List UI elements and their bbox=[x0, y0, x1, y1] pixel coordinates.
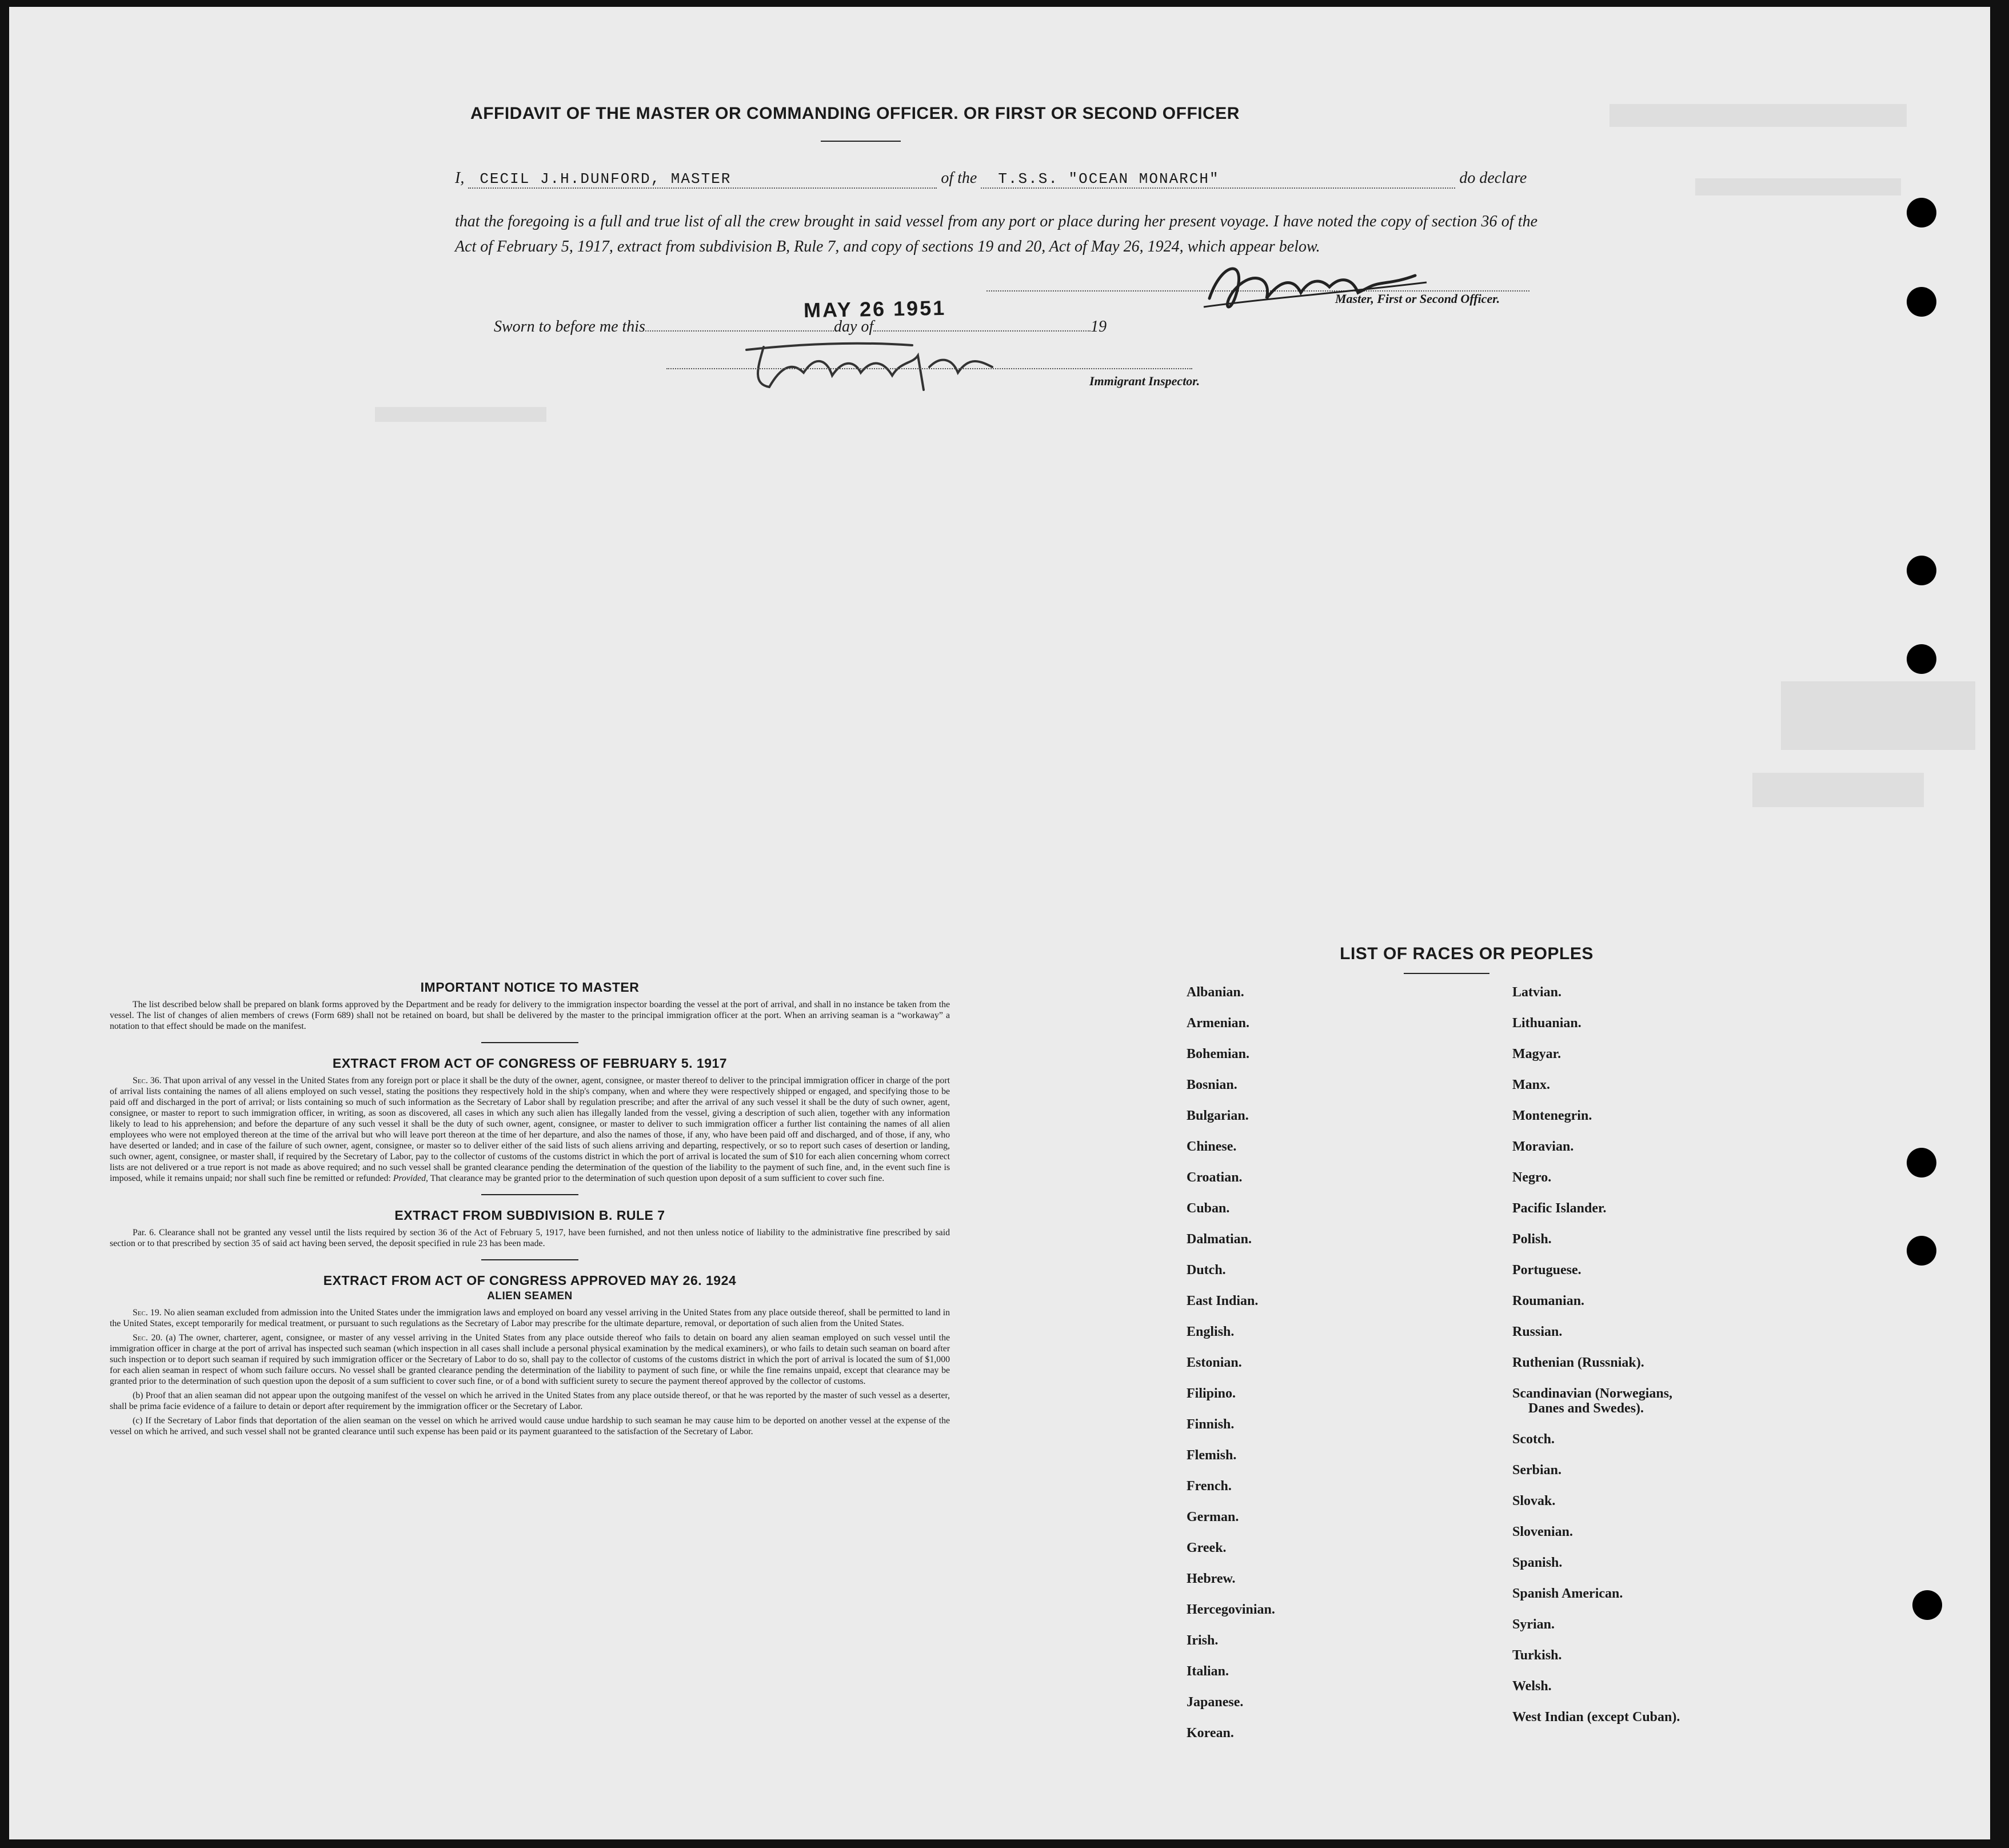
race-item: Montenegrin. bbox=[1512, 1108, 1592, 1123]
race-item: Lithuanian. bbox=[1512, 1016, 1581, 1031]
extract-1917-text: Sec. 36. That upon arrival of any vessel in the United States from any foreign port or place it shall be the duty of the owner, agent, consignee, or master thereof to deliver to the principal immigration officer in charge of the port of arrival lists containing the names of all aliens employed on such vessel, stating the positions they respectively hold in the ship's company, when and where they were respectively shipped or engaged, and specifying those to be paid off and discharged in the port of arrival; or lists containing so much of such information as the Secretary of Labor shall by regulation prescribe; and after the arrival of any such vessel it shall be the duty of such owner, agent, consignee, or master to report to such immigration officer, in writing, as soon as discovered, all cases in which any such alien has illegally landed from the vessel, giving a description of such alien, together with any information likely to lead to his apprehension; and before the departure of any such vessel it shall be the duty of such owner, agent, consignee, or master to deliver to such immigration officer a further list containing the names of all alien employees who were not employed thereon at the time of the arrival but who will leave port thereon at the time of her departure, and also the names of those, if any, who have been paid off and discharged, and of those, if any, who have deserted or landed; and in case of the failure of such owner, agent, consignee, or master so to deliver either of the said lists of such aliens arriving and departing, respectively, or so to report such cases of desertion or landing, such owner, agent, consignee, or master shall, if required by the Secretary of Labor, pay to the collector of customs of the customs district in which the port of arrival is located the sum of $10 for each alien concerning whom correct lists are not delivered or a true report is not made as above required; and no such vessel shall be granted clearance pending the determination of the question of the liability to the payment of such fine, and, in the event such fine is imposed, while it remains unpaid; nor shall such fine be remitted or refunded: Provided, That clearance may be granted prior to the determination of such question upon deposit of a sum sufficient to cover such fine. bbox=[110, 1076, 950, 1183]
race-item: Pacific Islander. bbox=[1512, 1201, 1607, 1216]
race-item: Slovenian. bbox=[1512, 1524, 1573, 1539]
race-item: Bosnian. bbox=[1187, 1077, 1237, 1092]
race-item: Portuguese. bbox=[1512, 1263, 1581, 1278]
race-item: Estonian. bbox=[1187, 1355, 1242, 1370]
document-page bbox=[9, 7, 1990, 1839]
race-item: Moravian. bbox=[1512, 1139, 1574, 1154]
notice-title: IMPORTANT NOTICE TO MASTER bbox=[420, 980, 640, 995]
races-title: LIST OF RACES OR PEOPLES bbox=[1340, 944, 1593, 963]
sworn-line: Sworn to before me this day of 19 bbox=[494, 318, 1107, 336]
extract-1924-subtitle: ALIEN SEAMEN bbox=[487, 1290, 573, 1302]
punch-hole bbox=[1907, 198, 1936, 227]
race-item: Latvian. bbox=[1512, 985, 1562, 1000]
affidavit-title: AFFIDAVIT OF THE MASTER OR COMMANDING OFFICER. OR FIRST OR SECOND OFFICER bbox=[470, 104, 1240, 123]
race-item: Dalmatian. bbox=[1187, 1232, 1252, 1247]
section-divider bbox=[481, 1194, 578, 1195]
race-item: Irish. bbox=[1187, 1633, 1219, 1648]
extract-1924-title: EXTRACT FROM ACT OF CONGRESS APPROVED MAY 26. 1924 bbox=[323, 1273, 737, 1288]
master-caption: Master, First or Second Officer. bbox=[1335, 292, 1500, 306]
extract-1917-title: EXTRACT FROM ACT OF CONGRESS OF FEBRUARY 5. 1917 bbox=[332, 1056, 728, 1071]
race-item: Bohemian. bbox=[1187, 1047, 1250, 1061]
race-item: Cuban. bbox=[1187, 1201, 1230, 1216]
race-item: West Indian (except Cuban). bbox=[1512, 1710, 1680, 1725]
race-item: Hercegovinian. bbox=[1187, 1602, 1275, 1617]
inspector-caption: Immigrant Inspector. bbox=[1089, 374, 1200, 388]
punch-hole bbox=[1907, 1148, 1936, 1178]
legal-notices bbox=[110, 979, 950, 1437]
race-item: Chinese. bbox=[1187, 1139, 1237, 1154]
race-item: Manx. bbox=[1512, 1077, 1550, 1092]
race-item: English. bbox=[1187, 1324, 1235, 1339]
punch-hole bbox=[1907, 287, 1936, 317]
inspector-signature-line bbox=[666, 368, 1192, 369]
affidavit-body: that the foregoing is a full and true list of all the crew brought in said vessel from any port or place during her present voyage. I have noted the copy of section 36 of the Act of February 5, 1917, extract from subdivision B, Rule 7, and copy of sections 19 and 20, Act of May 26, 1924, which appear below. bbox=[455, 213, 1537, 256]
race-item: Croatian. bbox=[1187, 1170, 1243, 1185]
extract-1924-sec20c: (c) If the Secretary of Labor finds that deportation of the alien seaman on the vessel on which he arrived would cause undue hardship to such seaman he may cause him to be deported on another vessel at the expense of the vessel on which he arrived, and such vessel shall not be granted clearance until such expense has been paid or its payment guaranteed to the satisfaction of the Secretary of Labor. bbox=[110, 1416, 950, 1436]
race-item: Albanian. bbox=[1187, 985, 1244, 1000]
race-item: Magyar. bbox=[1512, 1047, 1561, 1061]
race-item: Greek. bbox=[1187, 1540, 1227, 1555]
race-item: Finnish. bbox=[1187, 1417, 1235, 1432]
race-item: Turkish. bbox=[1512, 1648, 1562, 1663]
punch-hole bbox=[1907, 556, 1936, 585]
extract-1924-sec19: Sec. 19. No alien seaman excluded from admission into the United States under the immigration laws and employed on board any vessel arriving in the United States from any place outside thereof, shall be permitted to land in the United States, except temporarily for medical treatment, or pursuant to such regulations as the Secretary of Labor may prescribe for the ultimate departure, removal, or deportation of such alien from the United States. bbox=[110, 1308, 950, 1328]
race-item: Hebrew. bbox=[1187, 1571, 1236, 1586]
race-item: Flemish. bbox=[1187, 1448, 1237, 1463]
section-divider bbox=[481, 1259, 578, 1260]
race-item: Filipino. bbox=[1187, 1386, 1236, 1401]
race-item: Spanish. bbox=[1512, 1555, 1563, 1570]
date-stamp: MAY 26 1951 bbox=[803, 296, 946, 322]
punch-hole bbox=[1907, 1236, 1936, 1266]
affidavit-declaration-line: I, CECIL J.H.DUNFORD, MASTER of the T.S.S. "OCEAN MONARCH" do declare bbox=[455, 169, 1527, 187]
races-title-rule bbox=[1404, 973, 1489, 974]
race-item: French. bbox=[1187, 1479, 1232, 1494]
punch-hole bbox=[1912, 1590, 1942, 1620]
extract-1924-sec20b: (b) Proof that an alien seaman did not appear upon the outgoing manifest of the vessel on which he arrived in the United States from any place outside thereof, or that he was reported by the master of such vessel as a deserter, shall be prima facie evidence of a failure to detain or deport after requirement by the immigration officer or the Secretary of Labor. bbox=[110, 1391, 950, 1411]
race-item: Welsh. bbox=[1512, 1679, 1552, 1694]
section-divider bbox=[481, 1042, 578, 1043]
race-item: Russian. bbox=[1512, 1324, 1563, 1339]
race-item: Bulgarian. bbox=[1187, 1108, 1249, 1123]
race-item: Danes and Swedes). bbox=[1528, 1401, 1644, 1416]
race-item: Korean. bbox=[1187, 1726, 1234, 1741]
race-item: Serbian. bbox=[1512, 1463, 1562, 1478]
race-item: East Indian. bbox=[1187, 1294, 1259, 1308]
race-item: Roumanian. bbox=[1512, 1294, 1585, 1308]
race-item: German. bbox=[1187, 1510, 1239, 1524]
race-item: Dutch. bbox=[1187, 1263, 1226, 1278]
race-item: Japanese. bbox=[1187, 1695, 1244, 1710]
race-item: Syrian. bbox=[1512, 1617, 1555, 1632]
notice-text: The list described below shall be prepared on blank forms approved by the Department and be ready for delivery to the immigration inspector boarding the vessel at the port of arrival, and shall in no instance be taken from the vessel. The list of changes of alien members of crews (Form 689) shall not be retained on board, but shall be delivered by the master to the principal immigration officer at the port. When an arriving seaman is a “workaway” a notation to that effect should be made on the manifest. bbox=[110, 1000, 950, 1031]
race-item: Negro. bbox=[1512, 1170, 1552, 1185]
title-rule bbox=[821, 141, 901, 142]
master-name-field: CECIL J.H.DUNFORD, MASTER bbox=[480, 170, 732, 187]
extract-1924-sec20a: Sec. 20. (a) The owner, charterer, agent, consignee, or master of any vessel arriving in the United States from any place outside thereof who fails to detain on board any alien seaman employed on such vessel until the immigration officer in charge at the port of arrival has inspected such seaman (which inspection in all cases shall include a personal physical examination by the medical examiners), or who fails to detain such seaman on board after such inspection or to deport such seaman if required by such immigration officer or the Secretary of Labor to do so, shall pay to the collector of customs of the customs district in which the port of arrival is located the sum of $1,000 for each alien seaman in respect of whom such failure occurs. No vessel shall be granted clearance pending the determination of the liability to payment of such fine, or while the fine remains unpaid, except that clearance may be granted prior to the determination of such question upon the deposit of a sum sufficient to cover such fine, or of a bond with sufficient surety to secure the payment thereof approved by the collector of customs. bbox=[110, 1333, 950, 1386]
extract-rule7-title: EXTRACT FROM SUBDIVISION B. RULE 7 bbox=[394, 1208, 665, 1223]
race-item: Spanish American. bbox=[1512, 1586, 1623, 1601]
race-item: Polish. bbox=[1512, 1232, 1552, 1247]
race-item: Slovak. bbox=[1512, 1494, 1556, 1508]
punch-hole bbox=[1907, 644, 1936, 674]
bleed-through-texture bbox=[9, 7, 1990, 1839]
inspector-signature bbox=[729, 333, 1049, 401]
race-item: Scotch. bbox=[1512, 1432, 1555, 1447]
extract-rule7-text: Par. 6. Clearance shall not be granted any vessel until the lists required by section 36 of the Act of February 5, 1917, have been furnished, and not then unless notice of liability to the administrative fine prescribed by said section or to that prescribed by section 35 of said act having been served, the deposit specified in rule 23 has been made. bbox=[110, 1228, 950, 1248]
vessel-name-field: T.S.S. "OCEAN MONARCH" bbox=[998, 170, 1220, 187]
race-item: Italian. bbox=[1187, 1664, 1229, 1679]
race-item: Ruthenian (Russniak). bbox=[1512, 1355, 1644, 1370]
race-item: Scandinavian (Norwegians, bbox=[1512, 1386, 1673, 1401]
master-signature bbox=[1198, 253, 1438, 321]
race-item: Armenian. bbox=[1187, 1016, 1249, 1031]
